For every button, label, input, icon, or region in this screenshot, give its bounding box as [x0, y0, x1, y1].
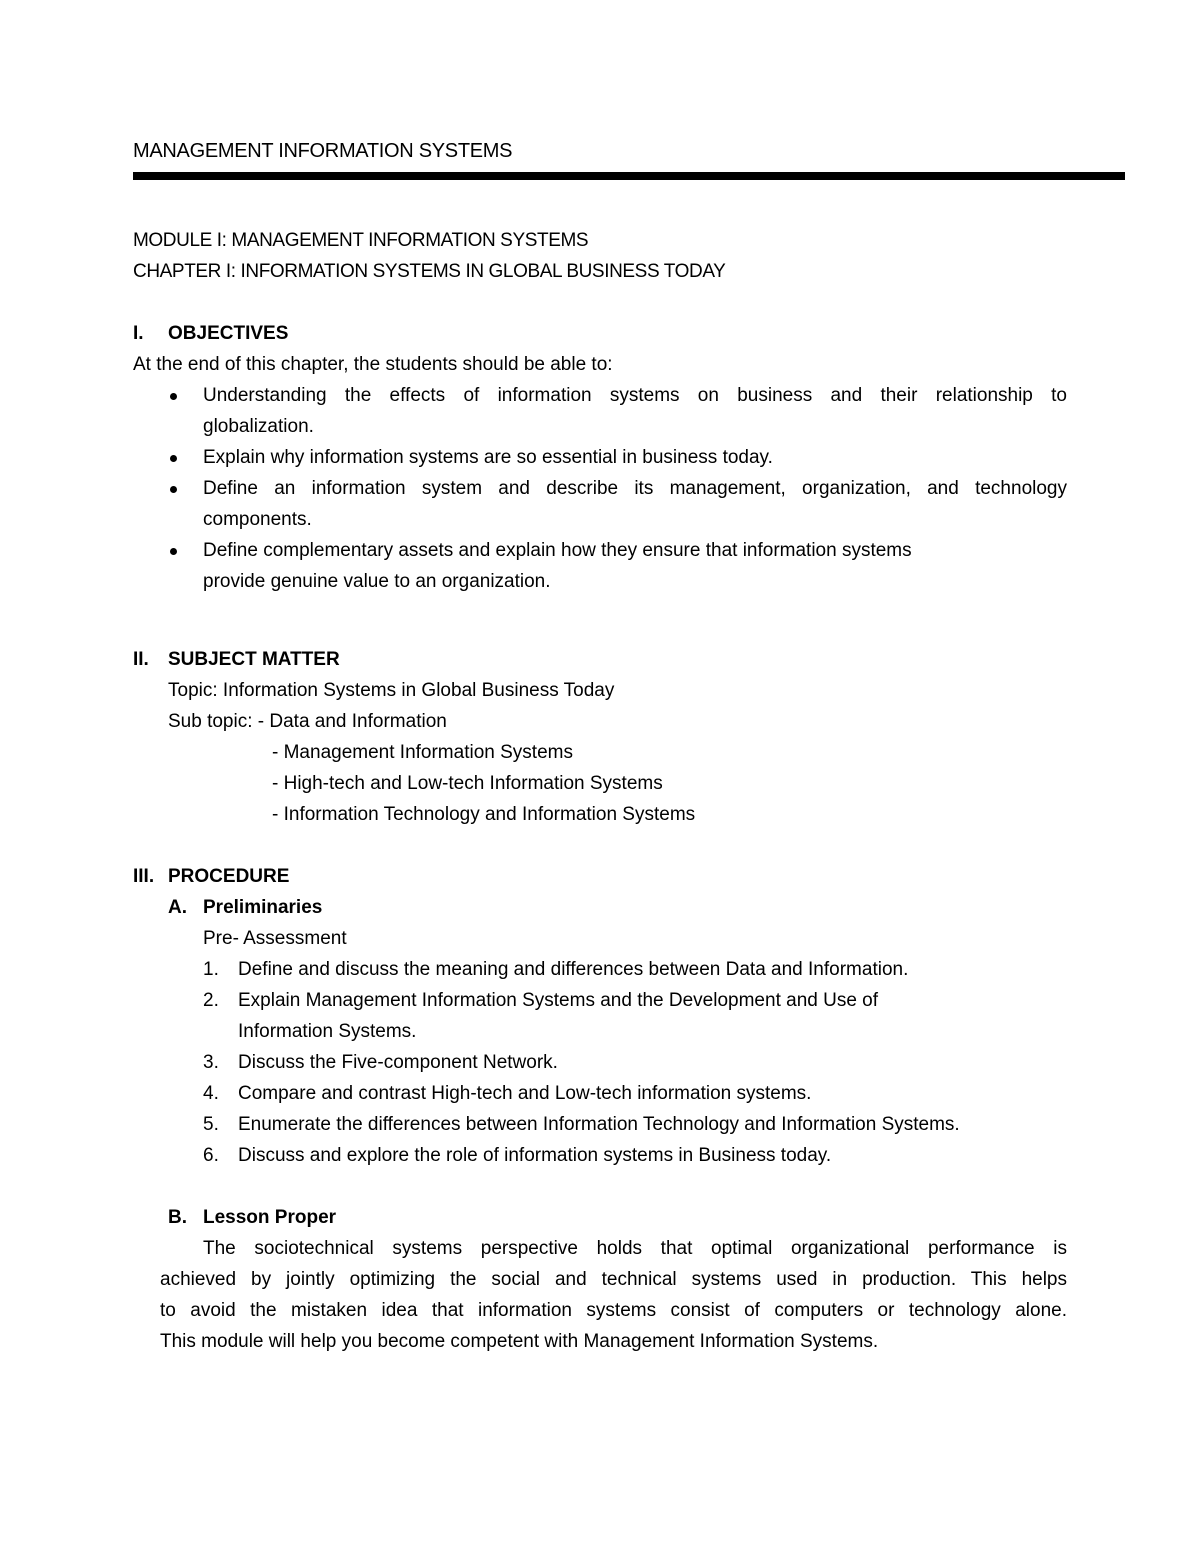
- pre-item-5-text: Enumerate the differences between Information Technology and Information Systems.: [238, 1114, 960, 1135]
- procedure-number: III.: [133, 866, 155, 887]
- chapter-title: CHAPTER I: INFORMATION SYSTEMS IN GLOBAL BUSINESS TODAY: [133, 261, 726, 282]
- objective-item-4-line1: Define complementary assets and explain how they ensure that information systems: [203, 540, 912, 561]
- pre-item-3-text: Discuss the Five-component Network.: [238, 1052, 558, 1073]
- preliminaries-letter: A.: [168, 897, 187, 918]
- lesson-proper-heading: Lesson Proper: [203, 1207, 337, 1228]
- objectives-intro: At the end of this chapter, the students should be able to:: [133, 354, 613, 375]
- subject-matter-number: II.: [133, 649, 149, 670]
- procedure-heading: PROCEDURE: [168, 866, 290, 887]
- subject-subtopic-label: Sub topic: - Data and Information: [168, 711, 447, 732]
- subject-subtopic-2: - High-tech and Low-tech Information Systems: [272, 773, 663, 794]
- pre-item-6-num: 6.: [203, 1145, 219, 1166]
- preliminaries-subheading: Pre- Assessment: [203, 928, 347, 949]
- subject-topic: Topic: Information Systems in Global Business Today: [168, 680, 615, 701]
- lesson-paragraph-line1: The sociotechnical systems perspective holds that optimal organizational performance is: [203, 1238, 1067, 1259]
- objective-item-3-line2: components.: [203, 509, 312, 530]
- pre-item-4-num: 4.: [203, 1083, 219, 1104]
- pre-item-2-line2: Information Systems.: [238, 1021, 417, 1042]
- bullet-icon: [170, 486, 177, 493]
- pre-item-4-text: Compare and contrast High-tech and Low-tech information systems.: [238, 1083, 812, 1104]
- bullet-icon: [170, 455, 177, 462]
- header-title: MANAGEMENT INFORMATION SYSTEMS: [133, 140, 513, 162]
- subject-subtopic-1: - Management Information Systems: [272, 742, 573, 763]
- pre-item-2-line1: Explain Management Information Systems and the Development and Use of: [238, 990, 879, 1011]
- pre-item-3-num: 3.: [203, 1052, 219, 1073]
- header-rule: [133, 172, 1125, 180]
- subject-matter-heading: SUBJECT MATTER: [168, 649, 340, 670]
- pre-item-1-num: 1.: [203, 959, 219, 980]
- pre-item-1-text: Define and discuss the meaning and differences between Data and Information.: [238, 959, 909, 980]
- objective-item-4-line2: provide genuine value to an organization.: [203, 571, 551, 592]
- lesson-paragraph-line2: achieved by jointly optimizing the social and technical systems used in production. This helps: [160, 1269, 1067, 1290]
- lesson-proper-letter: B.: [168, 1207, 187, 1228]
- module-title: MODULE I: MANAGEMENT INFORMATION SYSTEMS: [133, 230, 589, 251]
- objective-item-2: Explain why information systems are so essential in business today.: [203, 447, 773, 468]
- subject-subtopic-3: - Information Technology and Information Systems: [272, 804, 696, 825]
- pre-item-2-num: 2.: [203, 990, 219, 1011]
- lesson-paragraph-line4: This module will help you become competent with Management Information Systems.: [160, 1331, 879, 1352]
- bullet-icon: [170, 393, 177, 400]
- bullet-icon: [170, 548, 177, 555]
- objective-item-3-line1: Define an information system and describe its management, organization, and technology: [203, 478, 1067, 499]
- pre-item-6-text: Discuss and explore the role of information systems in Business today.: [238, 1145, 832, 1166]
- objective-item-1-line2: globalization.: [203, 416, 314, 437]
- pre-item-5-num: 5.: [203, 1114, 219, 1135]
- objectives-number: I.: [133, 323, 144, 344]
- objective-item-1-line1: Understanding the effects of information systems on business and their relationship to: [203, 385, 1067, 406]
- lesson-paragraph-line3: to avoid the mistaken idea that information systems consist of computers or technology alone.: [160, 1300, 1067, 1321]
- page-header: [133, 138, 1125, 180]
- preliminaries-heading: Preliminaries: [203, 897, 323, 918]
- objectives-heading: OBJECTIVES: [168, 323, 289, 344]
